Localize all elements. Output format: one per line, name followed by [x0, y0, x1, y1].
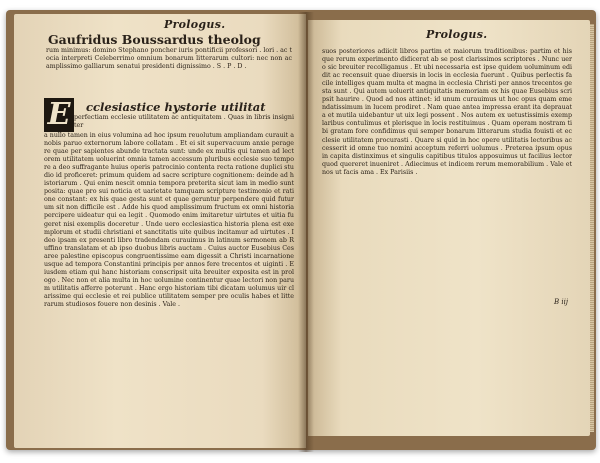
right-body-text: suos posteriores adiicit libros partim et maiorum traditionibus: partim et his que rerum experimento didicerat ab se post clarissimos scriptores . Nunc uero sic breuiter recolligamus . Et ubi necessaria est ipse quidem uoluminum edidit ac recensuit quae diuersis in locis in ecclesia fuerunt . Quibus perlectis facile intelliges quam multa et magna in ecclesia Christi per annos trecentos gesta sunt . Qui autem uoluerit antiquitatis memoriam ex his quae Eusebius scripsit haurire . Quod ad nos attinet: id unum curauimus ut hoc opus quam emendatissimum in lucem prodiret . Nam quae antea impressa erant ita deprauata et mutila uidebantur ut uix legi possent . Nos autem ex uetustissimis exemplaribus contulimus et plerisque in locis restituimus . Quam operam nostram tibi gratam fore confidimus qui semper bonarum litterarum studia fouisti et ecclesie utilitatem procurasti . Quare si quid in hoc opere utilitatis lectoribus accesserit id omne tuo nomini acceptum referri uolumus . Preterea ipsum opus in capita distinximus et singulis capitibus titulos apposuimus ut facilius lector quod quereret inueniret . Adiecimus et indicem rerum memorabilium . Vale et nos ut facis ama . Ex Parisiis . [322, 48, 572, 176]
left-page [14, 14, 306, 448]
left-running-head: Prologus. [164, 18, 226, 31]
signature-mark: B iij [554, 298, 569, 306]
decorated-initial: E [44, 98, 74, 132]
left-body-text: a nullo tamen in eius volumina ad hoc ipsum reuolutum ampliandam curauit a nobis paruo externorum labore collatam . Et ei sit supervacuum anxie peragere quae per sapientes abunde tractata sunt: unde ex multis qui tamen ad lectorem utilitatem uoluerint omnia tamen accessum pluribus ecclesie suo tempore a deo suffragante huius operis patrocinio contenta recta ratione duplici studio id proficeret: primum quidem ad sacre scripture cognitionem: deinde ad historiarum . Qui enim nescit omnia tempora preterita sicut iam in medio sunt posita: quae pro sui noticia et uarietate tamquam scripture testimonio et ratione constant: ex his quae gesta sunt et quae geruntur perpendere quid futurum sit non difficile est . Adde his quod amplissimum fructum ex omni historia percipere uideatur qui ea legit . Quomodo enim imitaretur uirtutes et uitia fugeret nisi exemplis doceretur . Unde uero ecclesiastica historia plena est exemplorum et studii christiani et sanctitatis uite quibus incitamur ad uirtutes . Ideo ipsam ex presenti libro tradendam curauimus in latinum sermonem ab Ruffino translatam et ab ipso duobus libris auctam . Cuius auctor Eusebius Cesaree palestine episcopus congruentissime eam digessit a Christi incarnatione usque ad tempora Constantini principis per annos fere trecentos et uiginti . Eiusdem etiam qui hanc historiam conscripsit uita breuiter exposita est in prologo . Nec non et alia multa in hoc uolumine continentur quae lectori non parum utilitatis afferre poterunt . Hanc ergo historiam tibi dicatam uolumus uir clarissime qui ecclesie et rei publice utilitatem semper pre oculis habes et litterarum studiosos fouere non desinis . Vale . [44, 132, 294, 308]
right-running-head: Prologus. [426, 28, 488, 41]
dedication-text: rum minimus: domino Stephano poncher iuris pontificii professori . lori . ac tocia interpreti Celeberrimo omnium bonarum litterarum cultori: nec non ac amplissimo galliarum senatui presidenti dignissimo . S . P . D . [46, 47, 292, 71]
page-edges [590, 24, 594, 432]
right-page [308, 20, 590, 436]
left-body-opening: perfectiam ecclesie utilitatem ac antiquitatem . Quas in libris insigniter [74, 114, 294, 130]
chapter-title: cclesiastice hystorie utilitat [86, 100, 266, 114]
author-heading: Gaufridus Boussardus theolog [48, 32, 261, 47]
book-gutter [298, 12, 314, 452]
